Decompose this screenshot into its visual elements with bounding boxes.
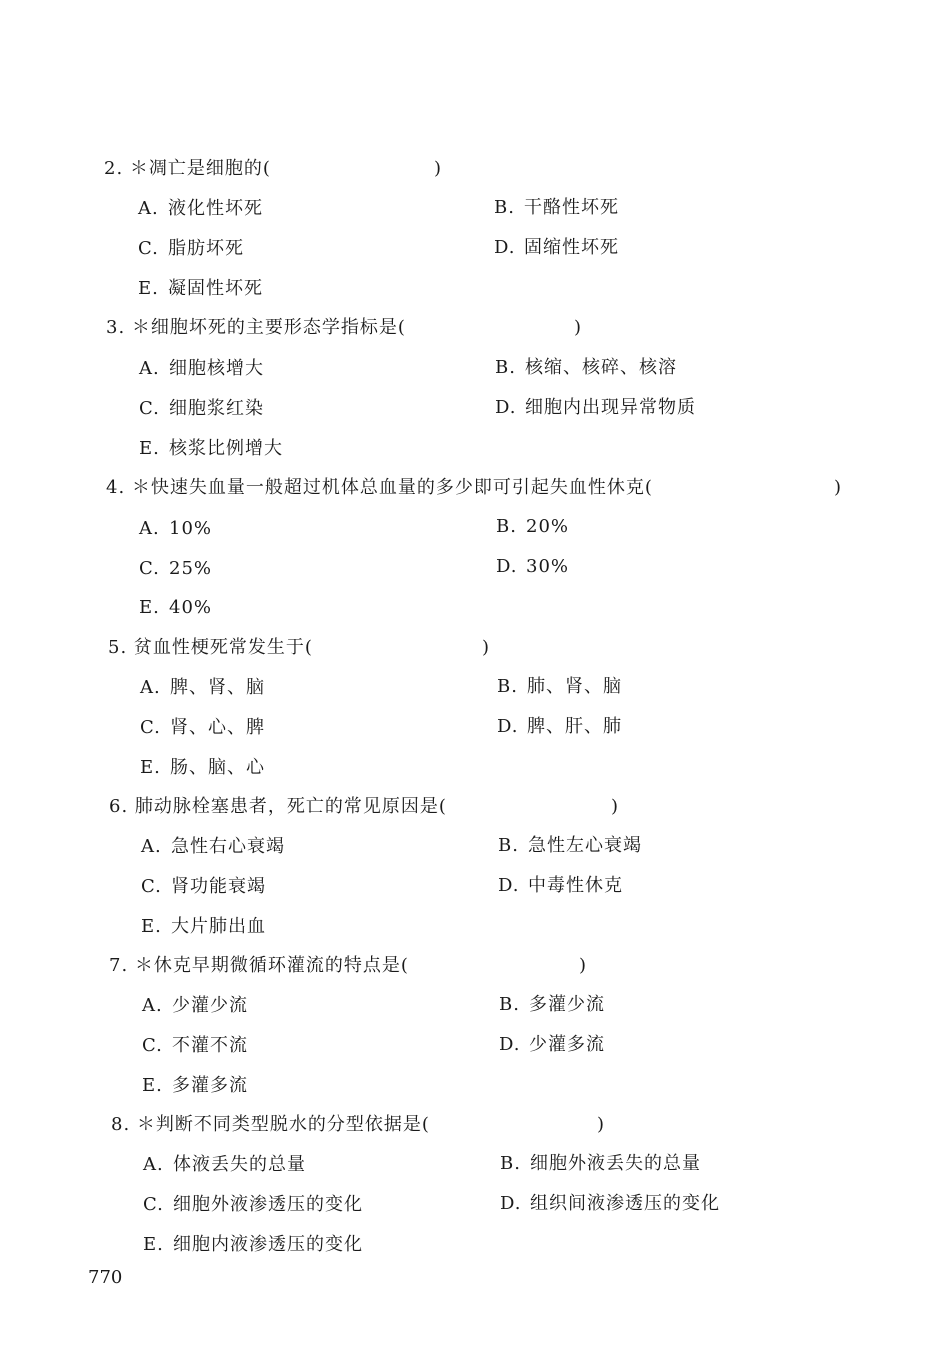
- option-text: 核浆比例增大: [169, 438, 283, 459]
- option-key: C.: [139, 558, 160, 579]
- option-key: E.: [141, 916, 162, 937]
- option-text: 液化性坏死: [168, 198, 263, 219]
- option-key: B.: [498, 835, 519, 856]
- option-key: E.: [140, 757, 161, 778]
- option-text: 急性左心衰竭: [528, 835, 642, 856]
- option-key: B.: [497, 676, 518, 697]
- question-6-option-b: [498, 834, 642, 858]
- question-stem-text: 4. ＊快速失血量一般超过机体总血量的多少即可引起失血性休克(: [106, 477, 653, 498]
- question-4-option-b: [496, 515, 569, 539]
- question-stem-text: 6. 肺动脉栓塞患者，死亡的常见原因是(: [109, 796, 447, 817]
- option-key: C.: [142, 1035, 163, 1056]
- answer-blank-close: ): [834, 477, 843, 498]
- option-key: C.: [141, 876, 162, 897]
- option-text: 干酪性坏死: [524, 197, 619, 218]
- question-5-option-b: [497, 675, 622, 699]
- option-key: E.: [142, 1075, 163, 1096]
- option-key: B.: [494, 197, 515, 218]
- question-stem-text: 2. ＊凋亡是细胞的(: [104, 158, 271, 179]
- option-key: E.: [143, 1234, 164, 1255]
- question-4-stem: [106, 476, 843, 500]
- question-3-option-b: [495, 356, 677, 380]
- option-text: 肠、脑、心: [170, 757, 265, 778]
- question-3-option-a: [139, 357, 264, 381]
- option-key: A.: [143, 1154, 164, 1175]
- option-text: 凝固性坏死: [168, 278, 263, 299]
- option-key: A.: [139, 358, 160, 379]
- answer-blank-close: ): [482, 637, 491, 658]
- option-text: 大片肺出血: [171, 916, 266, 937]
- option-text: 10%: [169, 518, 213, 539]
- option-key: D.: [497, 716, 519, 737]
- question-7-option-e: [142, 1074, 248, 1098]
- question-2-option-d: [494, 236, 619, 260]
- question-7-stem: [109, 954, 588, 978]
- option-text: 细胞核增大: [169, 358, 264, 379]
- option-key: D.: [495, 397, 517, 418]
- question-6-option-c: [141, 875, 266, 899]
- question-5-option-c: [140, 716, 265, 740]
- option-key: B.: [495, 357, 516, 378]
- option-text: 肺、肾、脑: [527, 676, 622, 697]
- option-text: 40%: [169, 597, 213, 618]
- question-stem-text: 8. ＊判断不同类型脱水的分型依据是(: [111, 1114, 430, 1135]
- page-number: 770: [88, 1267, 123, 1288]
- option-text: 脾、肾、脑: [170, 677, 265, 698]
- question-3-option-e: [139, 437, 283, 461]
- question-8-option-a: [143, 1153, 306, 1177]
- answer-blank-close: ): [597, 1114, 606, 1135]
- question-8-option-d: [500, 1192, 720, 1216]
- option-key: C.: [140, 717, 161, 738]
- option-text: 脂肪坏死: [168, 238, 244, 259]
- option-text: 细胞内液渗透压的变化: [173, 1234, 363, 1255]
- option-text: 核缩、核碎、核溶: [525, 357, 677, 378]
- option-text: 中毒性休克: [528, 875, 623, 896]
- option-key: C.: [139, 398, 160, 419]
- option-text: 肾功能衰竭: [171, 876, 266, 897]
- question-4-option-d: [496, 555, 569, 579]
- option-text: 细胞浆红染: [169, 398, 264, 419]
- option-key: D.: [500, 1193, 522, 1214]
- question-8-option-e: [143, 1233, 363, 1257]
- option-key: C.: [143, 1194, 164, 1215]
- question-3-option-c: [139, 397, 264, 421]
- question-8-option-c: [143, 1193, 363, 1217]
- answer-blank-close: ): [579, 955, 588, 976]
- question-stem-text: 5. 贫血性梗死常发生于(: [108, 637, 313, 658]
- option-text: 不灌不流: [172, 1035, 248, 1056]
- question-stem-text: 3. ＊细胞坏死的主要形态学指标是(: [106, 317, 406, 338]
- option-key: D.: [499, 1034, 521, 1055]
- question-2-option-e: [138, 277, 263, 301]
- option-text: 细胞外液渗透压的变化: [173, 1194, 363, 1215]
- question-2-option-b: [494, 196, 619, 220]
- option-text: 脾、肝、肺: [527, 716, 622, 737]
- question-2-option-a: [138, 197, 263, 221]
- option-text: 少灌少流: [172, 995, 248, 1016]
- question-5-stem: [108, 636, 491, 660]
- option-text: 体液丢失的总量: [173, 1154, 306, 1175]
- question-8-stem: [111, 1113, 606, 1137]
- question-4-option-c: [139, 557, 212, 581]
- option-text: 肾、心、脾: [170, 717, 265, 738]
- question-3-stem: [106, 316, 583, 340]
- question-stem-text: 7. ＊休克早期微循环灌流的特点是(: [109, 955, 409, 976]
- question-6-option-e: [141, 915, 266, 939]
- option-key: A.: [140, 677, 161, 698]
- question-7-option-c: [142, 1034, 248, 1058]
- option-text: 细胞内出现异常物质: [525, 397, 696, 418]
- answer-blank-close: ): [434, 158, 443, 179]
- question-7-option-d: [499, 1033, 605, 1057]
- question-5-option-a: [140, 676, 265, 700]
- option-text: 多灌少流: [529, 994, 605, 1015]
- option-key: D.: [498, 875, 520, 896]
- answer-blank-close: ): [611, 796, 620, 817]
- question-6-stem: [109, 795, 620, 819]
- question-5-option-e: [140, 756, 265, 780]
- question-6-option-a: [141, 835, 285, 859]
- question-8-option-b: [500, 1152, 701, 1176]
- option-key: A.: [138, 198, 159, 219]
- answer-blank-close: ): [574, 317, 583, 338]
- question-7-option-b: [499, 993, 605, 1017]
- option-text: 少灌多流: [529, 1034, 605, 1055]
- option-text: 25%: [169, 558, 213, 579]
- question-5-option-d: [497, 715, 622, 739]
- option-text: 20%: [526, 516, 570, 537]
- question-3-option-d: [495, 396, 696, 420]
- option-key: E.: [138, 278, 159, 299]
- option-key: A.: [142, 995, 163, 1016]
- question-7-option-a: [142, 994, 248, 1018]
- option-text: 固缩性坏死: [524, 237, 619, 258]
- option-key: B.: [496, 516, 517, 537]
- option-text: 细胞外液丢失的总量: [530, 1153, 701, 1174]
- option-key: B.: [500, 1153, 521, 1174]
- option-key: B.: [499, 994, 520, 1015]
- option-key: A.: [141, 836, 162, 857]
- question-2-option-c: [138, 237, 244, 261]
- option-text: 多灌多流: [172, 1075, 248, 1096]
- question-2-stem: [104, 157, 443, 181]
- option-key: C.: [138, 238, 159, 259]
- option-key: E.: [139, 438, 160, 459]
- option-text: 组织间液渗透压的变化: [530, 1193, 720, 1214]
- question-4-option-e: [139, 596, 212, 620]
- option-key: D.: [496, 556, 518, 577]
- option-key: A.: [139, 518, 160, 539]
- question-6-option-d: [498, 874, 623, 898]
- option-text: 30%: [526, 556, 570, 577]
- question-4-option-a: [139, 517, 212, 541]
- option-key: E.: [139, 597, 160, 618]
- option-text: 急性右心衰竭: [171, 836, 285, 857]
- option-key: D.: [494, 237, 516, 258]
